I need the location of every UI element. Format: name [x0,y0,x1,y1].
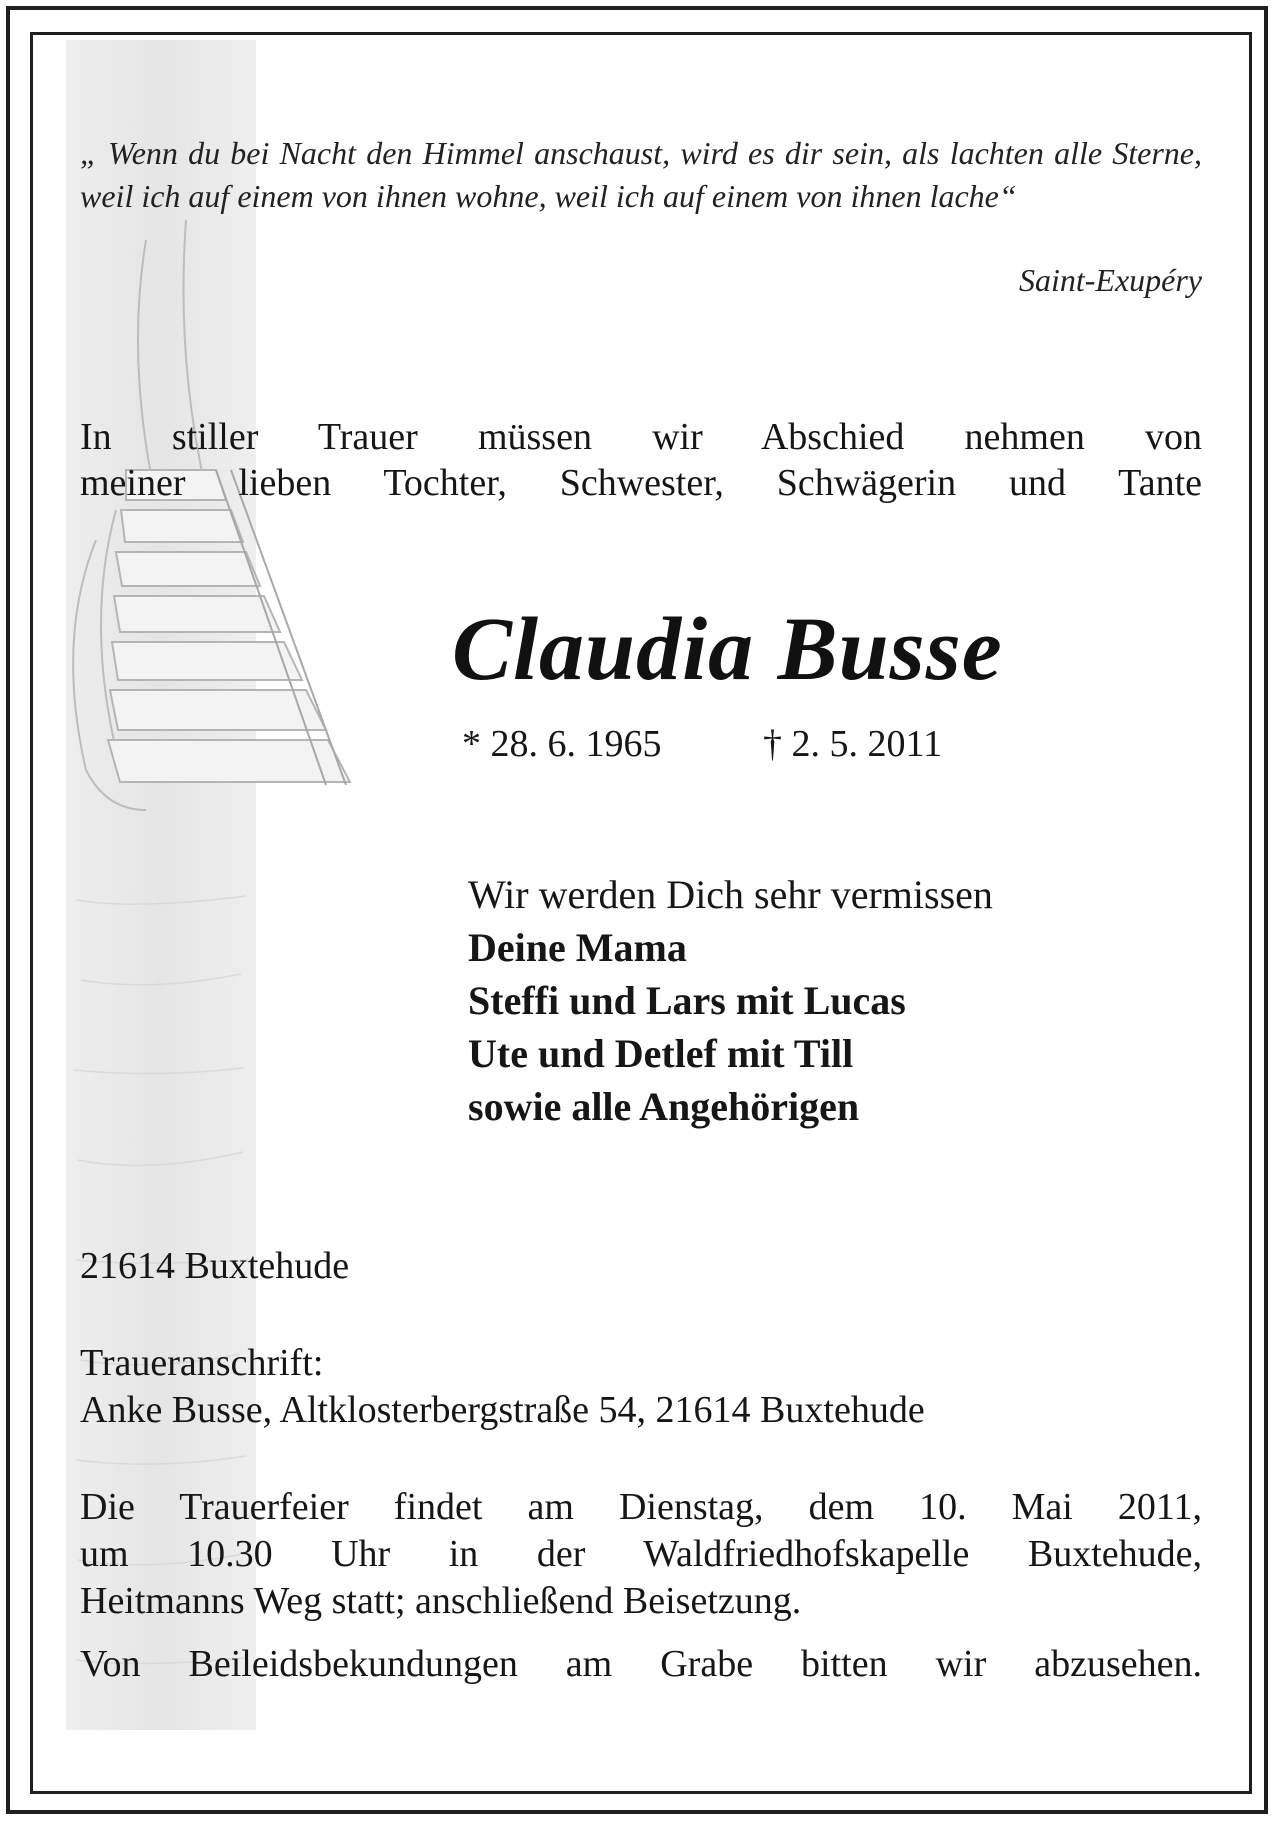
ceremony-line-3: Heitmanns Weg statt; anschließend Beisetzung. [80,1580,802,1622]
family-member: Steffi und Lars mit Lucas [468,978,906,1023]
address-label: Traueranschrift: [80,1342,324,1384]
family-member: sowie alle Angehörigen [468,1084,860,1129]
mourning-address [80,1340,1202,1434]
place: 21614 Buxtehude [80,1245,350,1287]
address-value: Anke Busse, Altklosterbergstraße 54, 21614 Buxtehude [80,1389,925,1431]
life-dates [462,722,942,766]
family-signature [468,868,993,1133]
intro-line-1: In stiller Trauer müssen wir Abschied nehmen von [80,416,1202,458]
family-intro: Wir werden Dich sehr vermissen [468,872,993,917]
ceremony-line-2: um 10.30 Uhr in der Waldfriedhofskapelle Buxtehude, [80,1533,1202,1575]
quote-text: „ Wenn du bei Nacht den Himmel anschaust, wird es dir sein, als lachten alle Sterne, weil ich auf einem von ihnen wohne, weil ich auf einem von ihnen lache“ [80,135,1202,214]
birth-date: * 28. 6. 1965 [462,723,662,765]
ceremony-info [80,1484,1202,1625]
family-member: Ute und Detlef mit Till [468,1031,854,1076]
death-date: † 2. 5. 2011 [763,723,943,765]
intro-line-2: meiner lieben Tochter, Schwester, Schwägerin und Tante [80,462,1202,504]
deceased-name: Claudia Busse [452,600,1003,699]
ceremony-line-1: Die Trauerfeier findet am Dienstag, dem 10. Mai 2011, [80,1486,1202,1528]
condolence-note: Von Beileidsbekundungen am Grabe bitten wir abzusehen. [80,1643,1202,1685]
intro-text [80,414,1202,506]
quote-author: Saint-Exupéry [1018,262,1202,298]
family-member: Deine Mama [468,925,687,970]
